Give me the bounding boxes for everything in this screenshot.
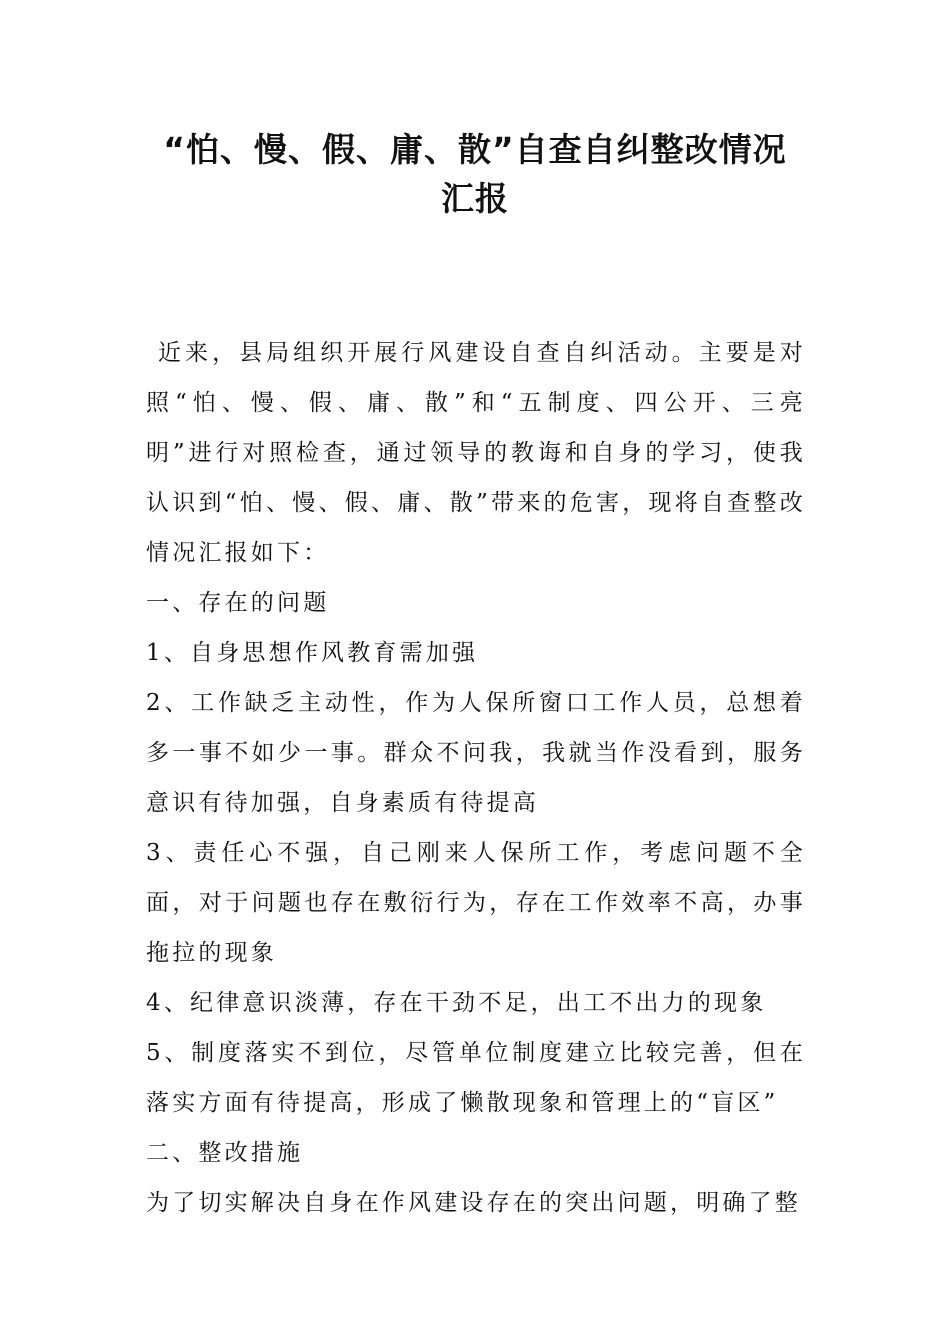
measures-paragraph: 为了切实解决自身在作风建设存在的突出问题，明确了整 [146,1190,801,1216]
problem-item-2: 2、工作缺乏主动性，作为人保所窗口工作人员，总想着多一事不如少一事。群众不问我，我就当作没看到，服务意识有待加强，自身素质有待提高 [146,690,806,816]
problem-item-3: 3、责任心不强，自己刚来人保所工作，考虑问题不全面，对于问题也存在敷衍行为，存在工作效率不高，办事拖拉的现象 [146,840,806,966]
problem-item-4: 4、纪律意识淡薄，存在干劲不足，出工不出力的现象 [146,990,767,1016]
document-body [146,328,806,1228]
section-heading-measures: 二、整改措施 [146,1140,304,1166]
intro-paragraph: 近来，县局组织开展行风建设自查自纠活动。主要是对照“怕、慢、假、庸、散”和“五制度、四公开、三亮明”进行对照检查，通过领导的教诲和自身的学习，使我认识到“怕、慢、假、庸、散”带来的危害，现将自查整改情况汇报如下： [146,340,806,566]
problem-item-1: 1、自身思想作风教育需加强 [146,640,479,666]
section-heading-problems: 一、存在的问题 [146,590,330,616]
problem-item-5: 5、制度落实不到位，尽管单位制度建立比较完善，但在落实方面有待提高，形成了懒散现象和管理上的“盲区” [146,1040,806,1116]
document-title: “怕、慢、假、庸、散”自查自纠整改情况汇报 [163,130,787,218]
